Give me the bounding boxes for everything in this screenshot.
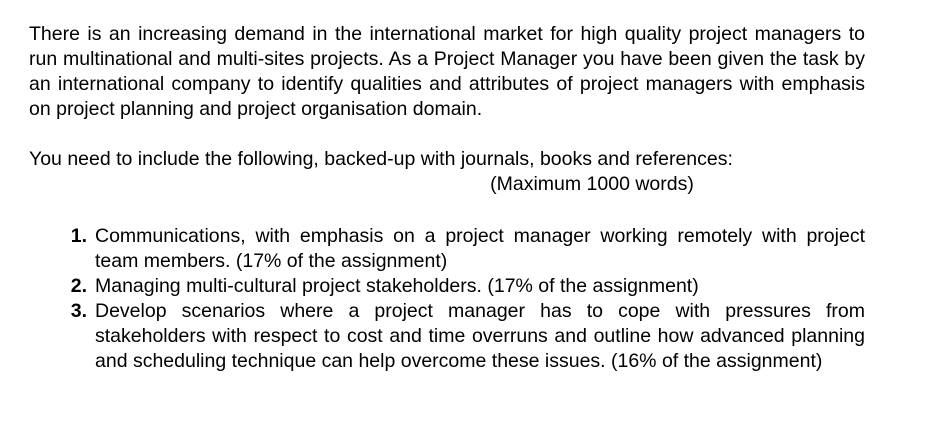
intro-paragraph: There is an increasing demand in the international market for high quality project managers to run multinational and multi-sites projects. As a Project Manager you have been given the task by an international company to identify qualities and attributes of project managers with emphasis on project planning and project organisation domain. bbox=[29, 23, 865, 120]
task-list bbox=[29, 224, 865, 374]
task-number: 2. bbox=[70, 275, 87, 297]
list-item bbox=[29, 299, 865, 374]
requirements-instruction: You need to include the following, backed-up with journals, books and references: bbox=[29, 148, 733, 170]
word-limit-note: (Maximum 1000 words) bbox=[490, 173, 694, 195]
list-item bbox=[29, 274, 865, 299]
list-item bbox=[29, 224, 865, 274]
task-number: 1. bbox=[70, 225, 87, 247]
assignment-document bbox=[29, 22, 865, 374]
task-number: 3. bbox=[70, 300, 87, 322]
task-text: Develop scenarios where a project manager has to cope with pressures from stakeholders with respect to cost and time overruns and outline how advanced planning and scheduling technique can help overcome these issues. (16% of the assignment) bbox=[95, 300, 865, 372]
task-text: Communications, with emphasis on a project manager working remotely with project team members. (17% of the assignment) bbox=[95, 225, 865, 272]
task-text: Managing multi-cultural project stakeholders. (17% of the assignment) bbox=[95, 275, 699, 297]
